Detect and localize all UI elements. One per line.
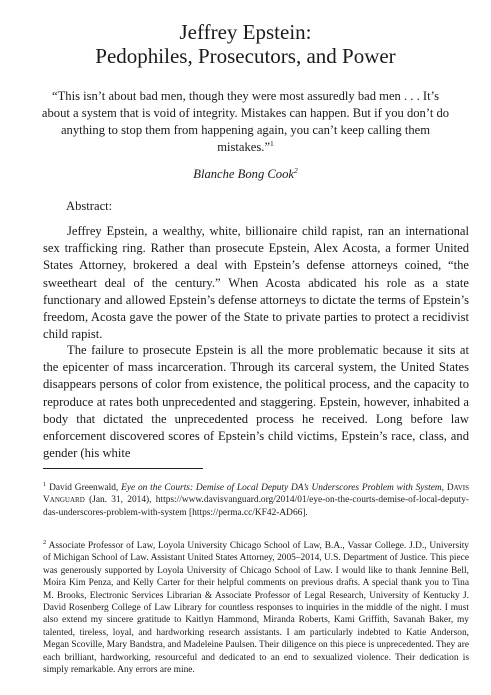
- abstract-paragraph-2: The failure to prosecute Epstein is all the more problematic because it sits at the epicenter of mass incarceration. Through its carceral system, the United States disappears persons of color from existence, the political process, and the capacity to reproduce at rates both unprecedented and staggering. Epstein, however, inhabited a body that dictated the unprecedented process he received. Long before law enforcement discovered scores of Epstein’s child victims, Epstein’s race, class, and gender (his white: [43, 343, 469, 461]
- footnote-number: 2: [43, 538, 47, 546]
- footnote-number: 1: [43, 480, 47, 488]
- footnote-ref-1[interactable]: 1: [270, 138, 274, 148]
- footnote-1-publication: Davis Vanguard: [43, 483, 470, 506]
- title-line-1: Jeffrey Epstein:: [179, 20, 312, 44]
- footnote-1: [43, 482, 469, 519]
- epigraph: [40, 88, 451, 156]
- footnote-1-separator: ,: [441, 483, 447, 493]
- footnote-1-article-title: Eye on the Courts: Demise of Local Deputy DA’s Underscores Problem with System: [121, 483, 442, 493]
- footnote-ref-2[interactable]: 2: [293, 165, 298, 175]
- abstract-paragraph-1: Jeffrey Epstein, a wealthy, white, billionaire child rapist, ran an international sex trafficking ring. Rather than prosecute Epstein, Alex Acosta, a former United States Attorney, brokered a deal with Epstein’s defense attorneys coined, “the sweetheart deal of the century.” When Acosta abdicated his role as a state functionary and allowed Epstein’s defense attorneys to dictate the terms of Epstein’s freedom, Acosta gave the power of the State to private parties to protect a recidivist child rapist.: [43, 224, 469, 342]
- footnote-1-author: David Greenwald,: [49, 483, 122, 493]
- footnote-2: [43, 540, 469, 676]
- title-line-2: Pedophiles, Prosecutors, and Power: [95, 44, 396, 68]
- epigraph-text: “This isn’t about bad men, though they were most assuredly bad men . . . It’s about a system that is void of integrity. Mistakes can happen. But if you don’t do anything to stop them from happening again, you can’t keep calling them mistakes.”: [41, 89, 450, 154]
- footnote-2-text: Associate Professor of Law, Loyola University Chicago School of Law, B.A., Vassar College. J.D., University of Michigan School of Law. Assistant United States Attorney, 2005–2014, U.S. Department of Justice. This piece was generously supported by Loyola University of Chicago School of Law. I would like to thank Jennine Bell, Moira Kim Penza, and Kelly Carter for their helpful comments on previous drafts. A special thank you to Tina M. Brooks, Electronic Services Librarian & Associate Professor of Legal Research, University of Kentucky J. David Rosenberg College of Law Library for countless responses to inquiries in the middle of the night. I must also extend my sincere gratitude to Kaitlyn Hammond, Miranda Roberts, Kami Griffith, Savanah Baker, my talented, tireless, loyal, and hardworking research assistants. I am particularly indebted to Katie Anderson, Megan Scoville, Mary Bandstra, and Madeleine Paulsen. Their diligence on this piece is unprecedented. They are each brilliant, hardworking, resourceful and dedicated to an end to sexualized violence. Their dedication is simply remarkable. Any errors are mine.: [43, 541, 469, 676]
- author-line: [0, 166, 491, 183]
- abstract-heading: Abstract:: [66, 199, 113, 213]
- author-name: Blanche Bong Cook: [193, 167, 294, 181]
- footnote-1-rest[interactable]: (Jan. 31, 2014), https://www.davisvanguard.org/2014/01/eye-on-the-courts-demise-of-local-deputy-das-underscores-problem-with-system [https://perma.cc/KF42-AD66].: [43, 495, 469, 518]
- footnote-divider: [43, 468, 203, 469]
